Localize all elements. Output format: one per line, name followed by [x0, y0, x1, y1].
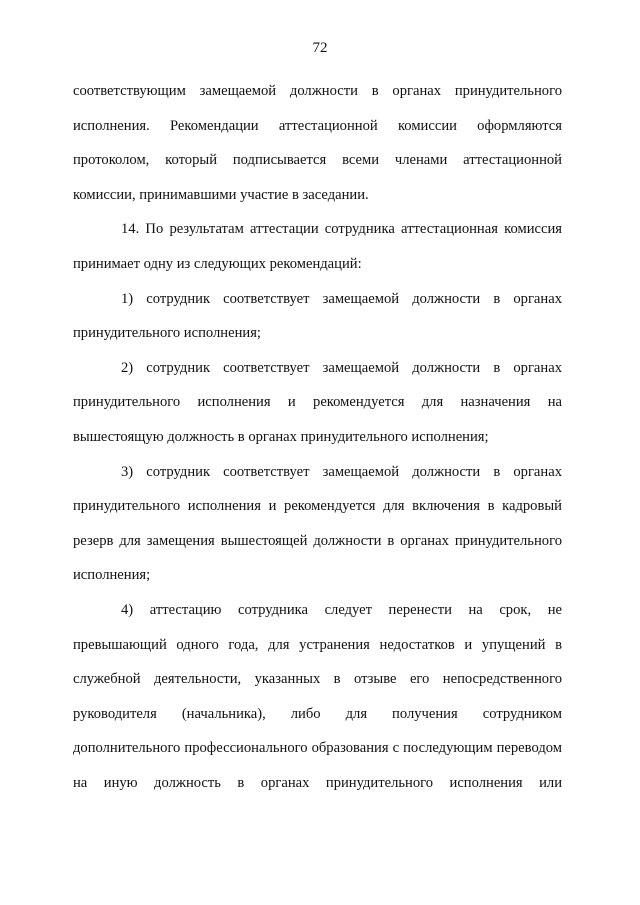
paragraph-subitem-3: 3) сотрудник соответствует замещаемой должности в органах принудительного исполнения и рекомендуется для включения в кадровый резерв для замещения вышестоящей должности в органах принудительного исполнения;	[73, 463, 562, 584]
paragraph-item-14: 14. По результатам аттестации сотрудника аттестационная комиссия принимает одну из следующих рекомендаций:	[73, 221, 562, 272]
paragraph-subitem-1: 1) сотрудник соответствует замещаемой должности в органах принудительного исполнения;	[73, 290, 562, 342]
page-number: 72	[312, 40, 328, 56]
paragraph-continuation: соответствующим замещаемой должности в органах принудительного исполнения. Рекомендации аттестационной комиссии оформляются протоколом, который подписывается всеми членами аттестационной комиссии, принимавшими участие в заседании.	[73, 83, 562, 203]
paragraph-subitem-2: 2) сотрудник соответствует замещаемой должности в органах принудительного исполнения и рекомендуется для назначения на вышестоящую должность в органах принудительного исполнения;	[73, 359, 562, 445]
paragraph-subitem-4: 4) аттестацию сотрудника следует перенести на срок, не превышающий одного года, для устранения недостатков и упущений в служебной деятельности, указанных в отзыве его непосредственного руководителя (начальника), либо для получения сотрудником дополнительного профессионального образования с последующим переводом на иную должность в органах принудительного исполнения или	[73, 601, 562, 791]
document-body	[73, 74, 562, 800]
